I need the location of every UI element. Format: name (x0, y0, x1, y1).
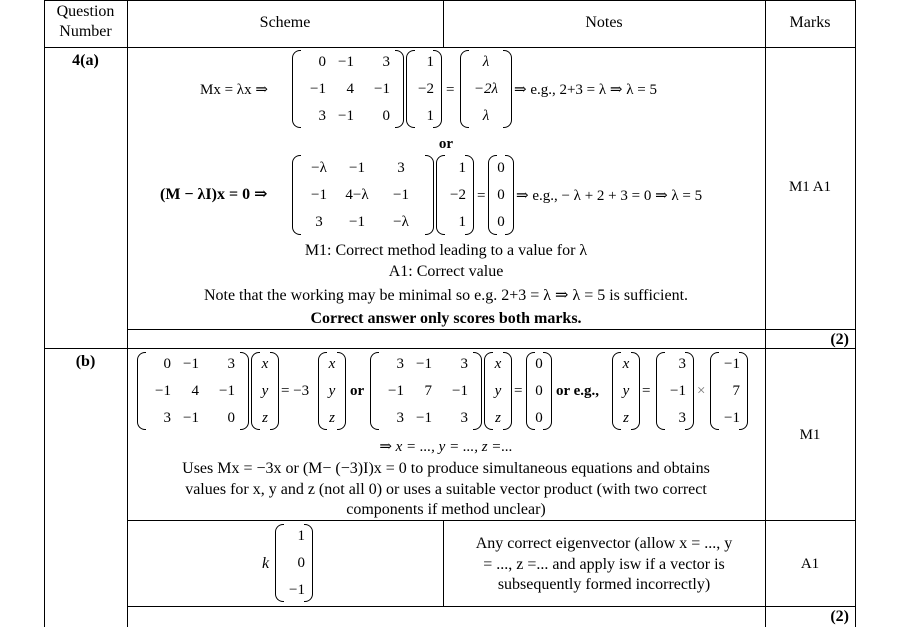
or-1: or (350, 383, 365, 399)
note-minimal: Note that the working may be minimal so e.g. 2+3 = λ ⇒ λ = 5 is sufficient. (203, 287, 689, 304)
part-a-label: 4(a) (72, 52, 99, 69)
matrix-M-minus-lambdaI: −λ −1 3 −1 4−λ −1 3 −1 −λ (292, 155, 434, 235)
note-correct-only: Correct answer only scores both marks. (310, 310, 582, 327)
eq-equals-b: = (514, 383, 523, 399)
note-a1: A1: Correct value (388, 263, 504, 280)
marks-b-m1: M1 (799, 427, 821, 443)
header-notes: Notes (585, 14, 623, 31)
marks-b-a1: A1 (800, 556, 820, 572)
row-a-total-line (127, 329, 856, 330)
desc-line-2: values for x, y and z (not all 0) or uses a suitable vector product (with two correct (185, 481, 707, 498)
note-m1: M1: Correct method leading to a value for λ (304, 242, 588, 259)
total-b: (2) (830, 608, 849, 625)
or-eg: or e.g., (556, 383, 600, 399)
or-label: or (438, 136, 454, 152)
row-b-split-line (127, 520, 856, 521)
header-marks: Marks (789, 14, 831, 31)
eq1-lhs: Mx = λx ⇒ (200, 82, 268, 98)
note-b-2: = ..., z =... and apply isw if a vector is (483, 556, 725, 573)
left-border (44, 0, 45, 627)
right-border (855, 0, 856, 627)
matrix-M: 0 −1 3 −1 4 −1 3 −1 0 (292, 50, 404, 128)
desc-line-3: components if method unclear) (346, 501, 546, 518)
vector-v2: 1 −2 1 (436, 155, 474, 235)
vector-lambda: λ −2λ λ (460, 50, 512, 128)
eq2-rhs: ⇒ e.g., − λ + 2 + 3 = 0 ⇒ λ = 5 (516, 188, 703, 204)
eq-equals-c: = (642, 383, 651, 399)
eq-minus3: = −3 (281, 383, 310, 399)
vector-xyz-4: x y z (612, 352, 640, 430)
marks-a: M1 A1 (788, 179, 832, 195)
vector-xyz-2: x y z (318, 352, 346, 430)
row-b-top-border (44, 348, 856, 349)
row-b-total-line (127, 606, 856, 607)
eq1-rhs: ⇒ e.g., 2+3 = λ ⇒ λ = 5 (514, 82, 657, 98)
eq2-equals: = (477, 188, 486, 204)
vector-xyz-1: x y z (251, 352, 279, 430)
note-b-1: Any correct eigenvector (allow x = ..., y (475, 535, 733, 552)
vector-cross-b: −1 7 −1 (710, 352, 748, 430)
desc-line-1: Uses Mx = −3x or (M− (−3)I)x = 0 to produce simultaneous equations and obtains (182, 460, 710, 477)
header-bottom-border (44, 47, 856, 48)
implies-xyz: ⇒ x = ..., y = ..., z =... (379, 439, 513, 455)
matrix-M-plus-3I: 3 −1 3 −1 7 −1 3 −1 3 (370, 352, 482, 430)
vector-cross-a: 3 −1 3 (656, 352, 694, 430)
vector-xyz-3: x y z (484, 352, 512, 430)
cross-symbol: × (697, 383, 706, 399)
col-divider-marks (765, 0, 766, 627)
eigenvector: 1 0 −1 (275, 524, 313, 602)
vector-v: 1 −2 1 (406, 50, 442, 128)
eq1-equals: = (446, 82, 455, 98)
header-question-number: Question Number (56, 3, 115, 40)
vector-zero: 0 0 0 (488, 155, 514, 235)
header-scheme: Scheme (259, 14, 311, 31)
k-scalar: k (262, 555, 270, 572)
matrix-M-b: 0 −1 3 −1 4 −1 3 −1 0 (137, 352, 249, 430)
table-top-border (44, 0, 856, 1)
vector-zero-b: 0 0 0 (526, 352, 552, 430)
part-b-label: (b) (75, 353, 96, 370)
eq2-lhs: (M − λI)x = 0 ⇒ (160, 186, 268, 203)
note-b-3: subsequently formed incorrectly) (497, 576, 711, 593)
total-a: (2) (830, 331, 849, 348)
